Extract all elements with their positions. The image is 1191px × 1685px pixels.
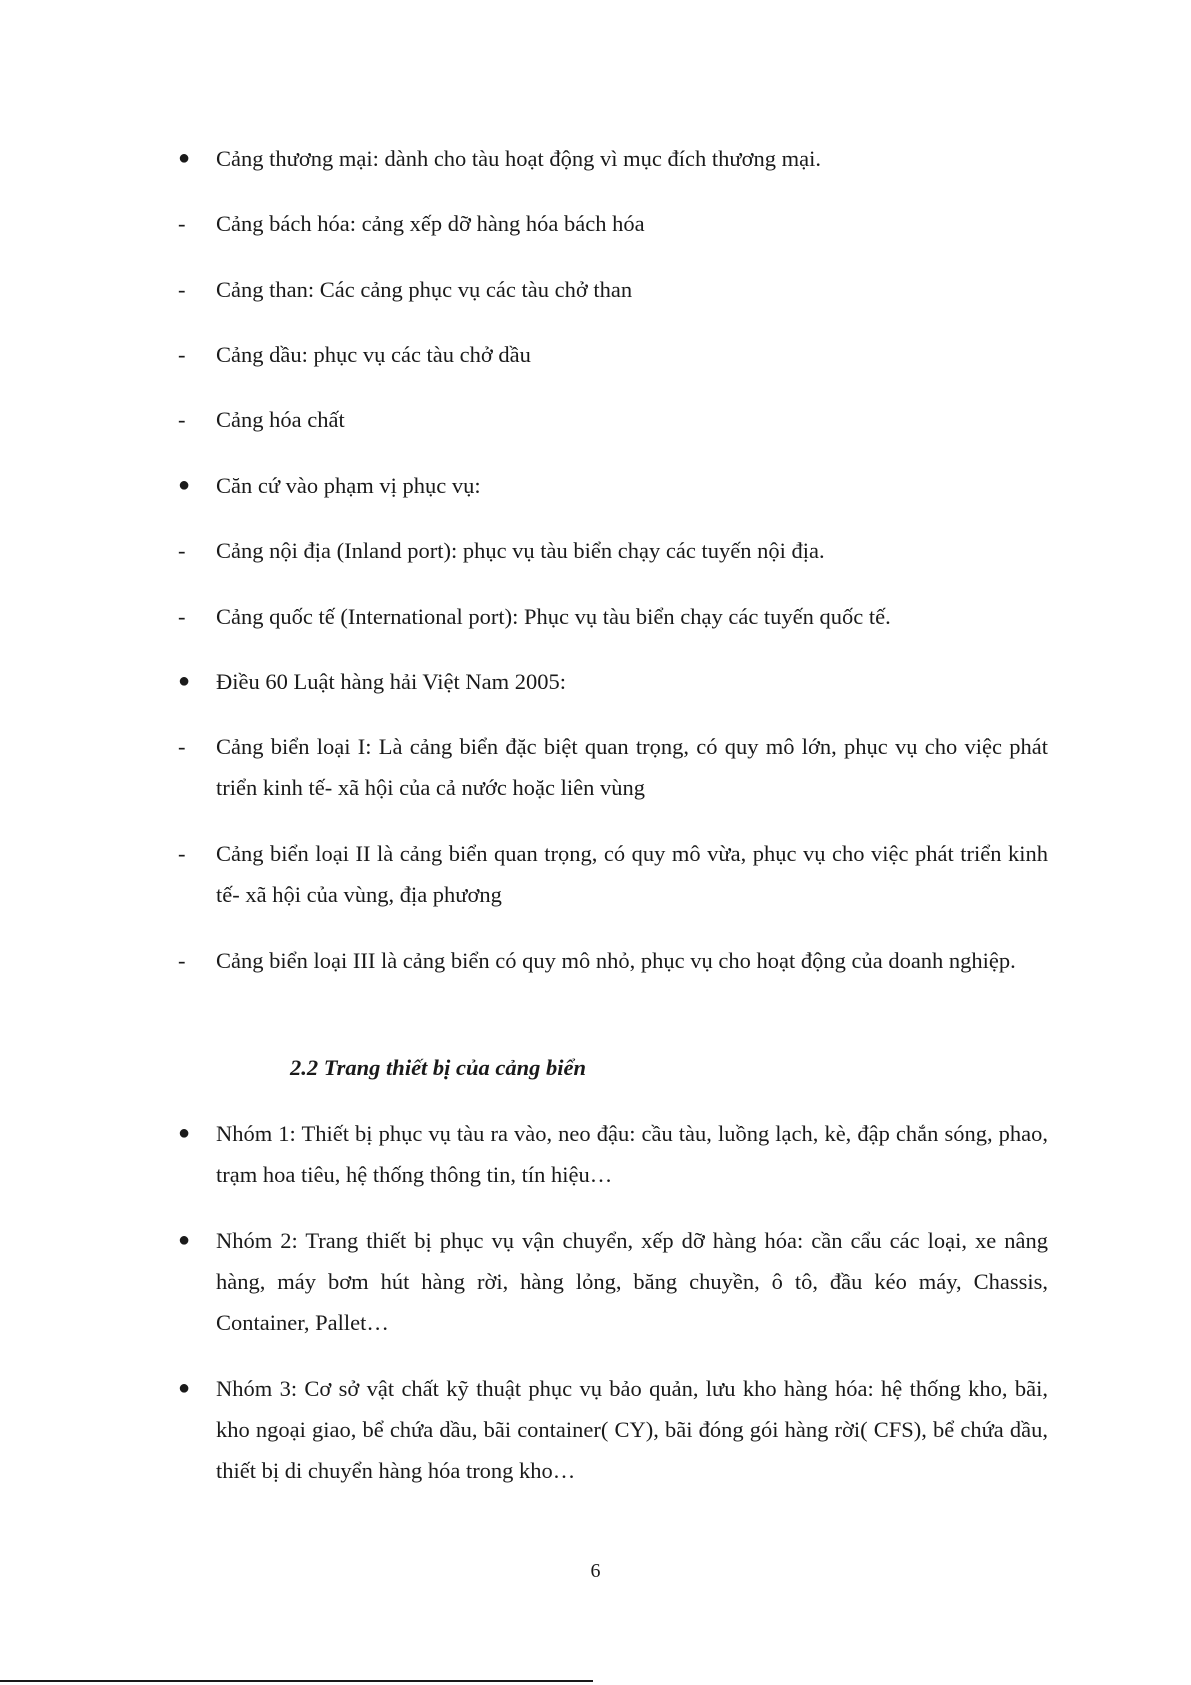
section-heading: 2.2 Trang thiết bị của cảng biển bbox=[290, 1055, 587, 1080]
list-item-oil-port: Cảng dầu: phục vụ các tàu chở dầu bbox=[216, 342, 531, 367]
list-item-commercial-port: Cảng thương mại: dành cho tàu hoạt động vì mục đích thương mại. bbox=[216, 146, 821, 171]
page-number: 6 bbox=[590, 1560, 601, 1582]
list-item-service-scope: Căn cứ vào phạm vị phục vụ: bbox=[216, 473, 481, 498]
dash-marker: - bbox=[178, 277, 186, 302]
list-item-equipment-group-3: Nhóm 3: Cơ sở vật chất kỹ thuật phục vụ bảo quản, lưu kho hàng hóa: hệ thống kho, bãi, kho ngoại giao, bể chứa dầu, bãi container( CY), bãi đóng gói hàng rời( CFS), bể chứa dầu, thiết bị di chuyển hàng hóa trong kho… bbox=[216, 1376, 1048, 1483]
bullet-marker: ● bbox=[178, 1377, 191, 1399]
list-item-international-port: Cảng quốc tế (International port): Phục vụ tàu biển chạy các tuyến quốc tế. bbox=[216, 604, 891, 629]
dash-marker: - bbox=[178, 604, 186, 629]
list-item-chemical-port: Cảng hóa chất bbox=[216, 407, 345, 432]
dash-marker: - bbox=[178, 342, 186, 367]
bullet-marker: ● bbox=[178, 670, 191, 692]
bullet-marker: ● bbox=[178, 474, 191, 496]
dash-marker: - bbox=[178, 538, 186, 563]
list-item-general-cargo-port: Cảng bách hóa: cảng xếp dỡ hàng hóa bách hóa bbox=[216, 211, 645, 236]
bullet-marker: ● bbox=[178, 147, 191, 169]
list-item-coal-port: Cảng than: Các cảng phục vụ các tàu chở than bbox=[216, 277, 633, 302]
dash-marker: - bbox=[178, 211, 186, 236]
dash-marker: - bbox=[178, 948, 186, 973]
list-item-seaport-type-2: Cảng biển loại II là cảng biển quan trọng, có quy mô vừa, phục vụ cho việc phát triển kinh tế- xã hội của vùng, địa phương bbox=[216, 841, 1048, 907]
list-item-seaport-type-3: Cảng biển loại III là cảng biển có quy mô nhỏ, phục vụ cho hoạt động của doanh nghiệp. bbox=[216, 948, 1016, 973]
dash-marker: - bbox=[178, 734, 186, 759]
dash-marker: - bbox=[178, 407, 186, 432]
list-item-equipment-group-1: Nhóm 1: Thiết bị phục vụ tàu ra vào, neo đậu: cầu tàu, luồng lạch, kè, đập chắn sóng, phao, trạm hoa tiêu, hệ thống thông tin, tín hiệu… bbox=[216, 1121, 1048, 1187]
dash-marker: - bbox=[178, 841, 186, 866]
bullet-marker: ● bbox=[178, 1122, 191, 1144]
list-item-maritime-law: Điều 60 Luật hàng hải Việt Nam 2005: bbox=[216, 669, 567, 694]
list-item-seaport-type-1: Cảng biển loại I: Là cảng biển đặc biệt quan trọng, có quy mô lớn, phục vụ cho việc phát triển kinh tế- xã hội của cả nước hoặc liên vùng bbox=[216, 734, 1048, 800]
footer-divider bbox=[0, 1680, 593, 1682]
list-item-equipment-group-2: Nhóm 2: Trang thiết bị phục vụ vận chuyển, xếp dỡ hàng hóa: cần cẩu các loại, xe nâng hàng, máy bơm hút hàng rời, hàng lỏng, băng chuyền, ô tô, đầu kéo máy, Chassis, Container, Pallet… bbox=[216, 1228, 1048, 1335]
bullet-marker: ● bbox=[178, 1229, 191, 1251]
list-item-inland-port: Cảng nội địa (Inland port): phục vụ tàu biển chạy các tuyến nội địa. bbox=[216, 538, 825, 563]
